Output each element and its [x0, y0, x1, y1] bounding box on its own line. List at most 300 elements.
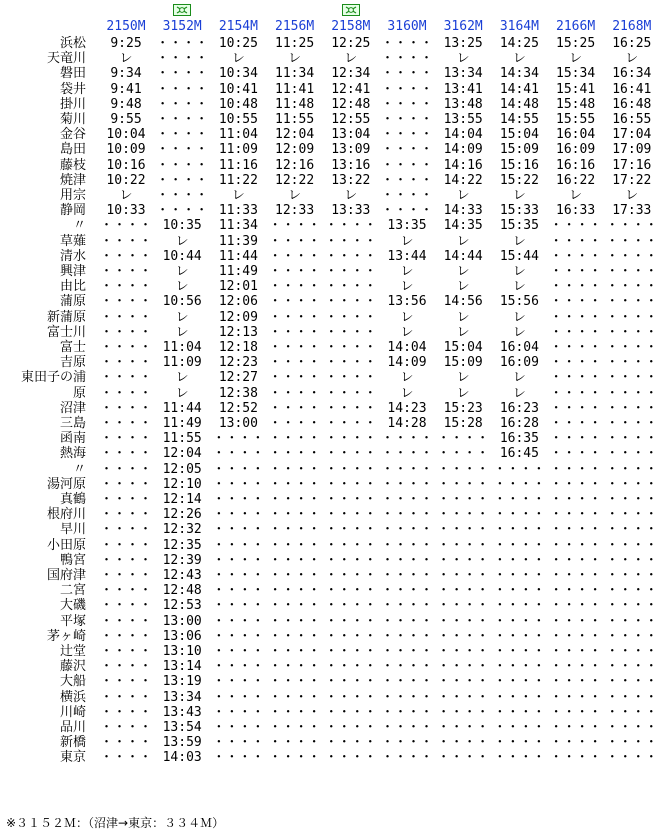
time-cell: 9:25 — [110, 36, 142, 51]
time-cell: ・・・・ — [99, 628, 152, 644]
time-cell: 11:25 — [275, 36, 315, 51]
time-cell: レ — [569, 51, 583, 67]
time-cell: ・・・・ — [99, 583, 152, 599]
time-cell: ・・・・ — [549, 264, 602, 279]
station-name: 吉原 — [59, 355, 86, 371]
footnote: ※３１５２Ｍ：（沼津→東京：３３４Ｍ） — [6, 816, 225, 830]
time-cell: ・・・・ — [99, 720, 152, 735]
time-cell: ・・・・ — [605, 355, 658, 371]
time-cell: ・・・・ — [212, 431, 265, 447]
station-name: 藤枝 — [59, 157, 86, 173]
time-cell: ・・・・ — [324, 294, 377, 310]
timetable-row — [0, 477, 660, 492]
time-cell: レ — [288, 51, 302, 67]
time-cell: ・・・・ — [493, 537, 546, 553]
timetable-row — [0, 674, 660, 689]
time-cell: 13:59 — [162, 735, 202, 751]
time-cell: レ — [512, 279, 526, 295]
time-cell: ・・・・ — [99, 750, 152, 766]
station-name: 大船 — [59, 674, 86, 690]
time-cell: ・・・・ — [212, 522, 265, 538]
time-cell: レ — [119, 51, 133, 67]
time-cell: 12:35 — [162, 537, 202, 553]
time-cell: 16:09 — [556, 142, 596, 158]
time-cell: ・・・・ — [549, 750, 602, 766]
time-cell: 10:16 — [106, 157, 146, 173]
time-cell: 17:33 — [612, 203, 652, 219]
time-cell: ・・・・ — [212, 507, 265, 523]
time-cell: ・・・・ — [268, 355, 321, 371]
time-cell: ・・・・ — [99, 294, 152, 310]
time-cell: 16:16 — [556, 157, 596, 173]
time-cell: ・・・・ — [212, 704, 265, 720]
time-cell: ・・・・ — [549, 324, 602, 340]
station-name: 東田子の浦 — [20, 370, 86, 386]
time-cell: ・・・・ — [324, 233, 377, 249]
timetable-row — [0, 218, 660, 233]
green-car-icon — [342, 4, 360, 16]
time-cell: ・・・・ — [324, 385, 377, 401]
station-name: 興津 — [59, 264, 86, 279]
time-cell: 12:18 — [218, 340, 258, 355]
time-cell: ・・・・ — [380, 704, 433, 720]
time-cell: ・・・・ — [156, 81, 209, 97]
time-cell: ・・・・ — [605, 309, 658, 325]
time-cell: ・・・・ — [324, 370, 377, 386]
station-name: 島田 — [59, 142, 86, 158]
time-cell: ・・・・ — [212, 568, 265, 583]
time-cell: レ — [569, 188, 583, 203]
time-cell: ・・・・ — [212, 674, 265, 690]
time-cell: ・・・・ — [268, 628, 321, 644]
time-cell: ・・・・ — [156, 51, 209, 67]
time-cell: ・・・・ — [268, 492, 321, 507]
time-cell: ・・・・ — [549, 704, 602, 720]
time-cell: レ — [344, 51, 358, 67]
time-cell: ・・・・ — [212, 659, 265, 675]
timetable-row — [0, 36, 660, 51]
time-cell: ・・・・ — [493, 704, 546, 720]
time-cell: ・・・・ — [268, 750, 321, 766]
time-cell: 14:22 — [443, 172, 483, 188]
time-cell: ・・・・ — [549, 720, 602, 735]
time-cell: レ — [512, 309, 526, 325]
time-cell: ・・・・ — [268, 613, 321, 629]
time-cell: ・・・・ — [324, 340, 377, 355]
time-cell: ・・・・ — [605, 248, 658, 264]
time-cell: ・・・・ — [493, 689, 546, 705]
time-cell: ・・・・ — [324, 461, 377, 477]
time-cell: ・・・・ — [212, 628, 265, 644]
time-cell: ・・・・ — [493, 674, 546, 690]
time-cell: レ — [456, 233, 470, 249]
timetable-row — [0, 522, 660, 537]
time-cell: ・・・・ — [99, 218, 152, 234]
time-cell: レ — [512, 264, 526, 279]
time-cell: ・・・・ — [324, 279, 377, 295]
time-cell: ・・・・ — [437, 598, 490, 614]
time-cell: ・・・・ — [493, 750, 546, 766]
time-cell: ・・・・ — [324, 309, 377, 325]
timetable-row — [0, 553, 660, 568]
time-cell: ・・・・ — [324, 264, 377, 279]
station-name: 草薙 — [59, 233, 86, 249]
time-cell: 12:39 — [162, 552, 202, 568]
time-cell: 15:04 — [443, 340, 483, 355]
time-cell: ・・・・ — [324, 613, 377, 629]
time-cell: ・・・・ — [605, 370, 658, 386]
time-cell: ・・・・ — [156, 96, 209, 112]
time-cell: 16:34 — [612, 66, 652, 82]
station-name: 金谷 — [59, 127, 86, 143]
time-cell: ・・・・ — [380, 142, 433, 158]
time-cell: 14:35 — [443, 218, 483, 234]
time-cell: ・・・・ — [212, 446, 265, 462]
time-cell: ・・・・ — [268, 340, 321, 355]
time-cell: ・・・・ — [268, 370, 321, 386]
station-name: 小田原 — [46, 537, 86, 553]
timetable-row — [0, 431, 660, 446]
station-name: 藤沢 — [59, 659, 86, 675]
time-cell: 11:55 — [275, 112, 315, 127]
timetable-row — [0, 750, 660, 765]
time-cell: ・・・・ — [268, 476, 321, 492]
time-cell: 11:39 — [218, 233, 258, 249]
time-cell: 12:25 — [331, 36, 371, 51]
time-cell: 14:55 — [499, 112, 539, 127]
time-cell: ・・・・ — [324, 218, 377, 234]
time-cell: 14:09 — [387, 355, 427, 371]
time-cell: ・・・・ — [380, 96, 433, 112]
time-cell: ・・・・ — [212, 537, 265, 553]
station-name: 茅ヶ崎 — [46, 628, 86, 644]
station-name: 〃 — [72, 461, 86, 477]
time-cell: ・・・・ — [324, 355, 377, 371]
time-cell: 10:09 — [106, 142, 146, 158]
time-cell: 15:16 — [499, 157, 539, 173]
time-cell: ・・・・ — [156, 142, 209, 158]
time-cell: ・・・・ — [437, 674, 490, 690]
time-cell: ・・・・ — [380, 750, 433, 766]
time-cell: 10:25 — [218, 36, 258, 51]
time-cell: 11:09 — [162, 355, 202, 371]
timetable-row — [0, 340, 660, 355]
station-name: 富士川 — [46, 324, 86, 340]
time-cell: 14:44 — [443, 248, 483, 264]
time-cell: ・・・・ — [268, 522, 321, 538]
time-cell: ・・・・ — [605, 264, 658, 279]
time-cell: ・・・・ — [324, 552, 377, 568]
time-cell: ・・・・ — [324, 248, 377, 264]
time-cell: 13:48 — [443, 96, 483, 112]
time-cell: 13:09 — [331, 142, 371, 158]
time-cell: ・・・・ — [324, 400, 377, 416]
time-cell: ・・・・ — [493, 522, 546, 538]
time-cell: ・・・・ — [380, 203, 433, 219]
time-cell: ・・・・ — [99, 385, 152, 401]
station-name: 天竜川 — [46, 51, 86, 67]
time-cell: 15:23 — [443, 400, 483, 416]
time-cell: ・・・・ — [549, 416, 602, 431]
time-cell: 15:09 — [499, 142, 539, 158]
time-cell: ・・・・ — [605, 674, 658, 690]
time-cell: ・・・・ — [99, 735, 152, 751]
time-cell: ・・・・ — [493, 583, 546, 599]
time-cell: ・・・・ — [380, 659, 433, 675]
timetable-row — [0, 51, 660, 66]
time-cell: ・・・・ — [156, 127, 209, 143]
time-cell: 12:38 — [218, 385, 258, 401]
timetable-row — [0, 355, 660, 370]
time-cell: 13:55 — [443, 112, 483, 127]
time-cell: ・・・・ — [268, 644, 321, 659]
time-cell: 11:22 — [218, 172, 258, 188]
time-cell: ・・・・ — [380, 476, 433, 492]
time-cell: ・・・・ — [268, 674, 321, 690]
station-name: 品川 — [59, 720, 86, 735]
time-cell: レ — [119, 188, 133, 203]
time-cell: 15:44 — [499, 248, 539, 264]
time-cell: ・・・・ — [268, 552, 321, 568]
time-cell: 10:48 — [218, 96, 258, 112]
time-cell: ・・・・ — [605, 416, 658, 431]
time-cell: 11:49 — [218, 264, 258, 279]
time-cell: ・・・・ — [605, 583, 658, 599]
time-cell: 12:26 — [162, 507, 202, 523]
time-cell: 15:04 — [499, 127, 539, 143]
time-cell: ・・・・ — [212, 583, 265, 599]
time-cell: ・・・・ — [324, 416, 377, 431]
time-cell: 10:33 — [106, 203, 146, 219]
time-cell: ・・・・ — [437, 446, 490, 462]
time-cell: 14:48 — [499, 96, 539, 112]
time-cell: ・・・・ — [380, 431, 433, 447]
time-cell: 12:41 — [331, 81, 371, 97]
time-cell: ・・・・ — [212, 598, 265, 614]
station-name: 磐田 — [59, 66, 86, 82]
time-cell: レ — [512, 188, 526, 203]
time-cell: ・・・・ — [380, 689, 433, 705]
time-cell: ・・・・ — [493, 507, 546, 523]
timetable-row — [0, 583, 660, 598]
time-cell: ・・・・ — [549, 340, 602, 355]
time-cell: 16:41 — [612, 81, 652, 97]
timetable-row — [0, 264, 660, 279]
time-cell: ・・・・ — [268, 583, 321, 599]
time-cell: 13:34 — [443, 66, 483, 82]
time-cell: 12:32 — [162, 522, 202, 538]
time-cell: ・・・・ — [380, 112, 433, 127]
time-cell: 10:56 — [162, 294, 202, 310]
station-name: 熱海 — [59, 446, 86, 462]
time-cell: 14:33 — [443, 203, 483, 219]
time-cell: ・・・・ — [549, 431, 602, 447]
time-cell: ・・・・ — [324, 628, 377, 644]
time-cell: レ — [625, 188, 639, 203]
time-cell: ・・・・ — [99, 689, 152, 705]
time-cell: ・・・・ — [605, 507, 658, 523]
time-cell: 12:53 — [162, 598, 202, 614]
time-cell: ・・・・ — [99, 324, 152, 340]
time-cell: ・・・・ — [493, 552, 546, 568]
train-number-header: 3162M — [443, 19, 483, 34]
time-cell: ・・・・ — [380, 613, 433, 629]
train-number-header: 3160M — [387, 19, 427, 34]
time-cell: ・・・・ — [268, 279, 321, 295]
time-cell: レ — [512, 385, 526, 401]
time-cell: ・・・・ — [324, 324, 377, 340]
time-cell: 13:00 — [218, 416, 258, 431]
time-cell: ・・・・ — [380, 127, 433, 143]
time-cell: レ — [456, 370, 470, 386]
time-cell: 17:22 — [612, 172, 652, 188]
time-cell: 12:22 — [275, 172, 315, 188]
station-name: 沼津 — [59, 400, 86, 416]
time-cell: 9:48 — [110, 96, 142, 112]
time-cell: レ — [175, 385, 189, 401]
time-cell: ・・・・ — [99, 233, 152, 249]
time-cell: 16:04 — [556, 127, 596, 143]
time-cell: 16:22 — [556, 172, 596, 188]
time-cell: ・・・・ — [380, 492, 433, 507]
time-cell: ・・・・ — [99, 416, 152, 431]
time-cell: ・・・・ — [268, 659, 321, 675]
time-cell: レ — [512, 233, 526, 249]
time-cell: ・・・・ — [493, 613, 546, 629]
time-cell: ・・・・ — [156, 112, 209, 127]
time-cell: 13:00 — [162, 613, 202, 629]
time-cell: ・・・・ — [268, 598, 321, 614]
time-cell: 12:52 — [218, 400, 258, 416]
timetable-row — [0, 386, 660, 401]
time-cell: ・・・・ — [99, 248, 152, 264]
time-cell: レ — [512, 51, 526, 67]
time-cell: ・・・・ — [156, 172, 209, 188]
time-cell: ・・・・ — [549, 355, 602, 371]
time-cell: ・・・・ — [549, 279, 602, 295]
time-cell: ・・・・ — [212, 476, 265, 492]
time-cell: ・・・・ — [437, 492, 490, 507]
time-cell: 12:33 — [275, 203, 315, 219]
time-cell: ・・・・ — [605, 400, 658, 416]
timetable-row — [0, 203, 660, 218]
time-cell: ・・・・ — [380, 157, 433, 173]
timetable-row — [0, 97, 660, 112]
time-cell: ・・・・ — [549, 689, 602, 705]
train-number-header: 2154M — [218, 19, 258, 34]
station-name: 菊川 — [59, 112, 86, 127]
timetable-row — [0, 538, 660, 553]
time-cell: レ — [175, 370, 189, 386]
time-cell: レ — [175, 324, 189, 340]
time-cell: 9:55 — [110, 112, 142, 127]
time-cell: ・・・・ — [605, 750, 658, 766]
timetable-row — [0, 492, 660, 507]
time-cell: ・・・・ — [212, 552, 265, 568]
time-cell: ・・・・ — [212, 613, 265, 629]
time-cell: 13:25 — [443, 36, 483, 51]
time-cell: 13:04 — [331, 127, 371, 143]
time-cell: ・・・・ — [437, 704, 490, 720]
station-name: 〃 — [72, 218, 86, 234]
time-cell: 14:28 — [387, 416, 427, 431]
time-cell: ・・・・ — [605, 385, 658, 401]
time-cell: 13:10 — [162, 644, 202, 659]
time-cell: ・・・・ — [99, 461, 152, 477]
time-cell: ・・・・ — [268, 720, 321, 735]
time-cell: ・・・・ — [493, 461, 546, 477]
time-cell: ・・・・ — [549, 522, 602, 538]
time-cell: ・・・・ — [324, 446, 377, 462]
time-cell: ・・・・ — [380, 537, 433, 553]
time-cell: ・・・・ — [99, 674, 152, 690]
time-cell: ・・・・ — [212, 750, 265, 766]
time-cell: ・・・・ — [437, 476, 490, 492]
time-cell: ・・・・ — [324, 522, 377, 538]
time-cell: ・・・・ — [437, 644, 490, 659]
timetable-row — [0, 507, 660, 522]
time-cell: 11:44 — [218, 248, 258, 264]
station-name: 湯河原 — [46, 476, 86, 492]
time-cell: ・・・・ — [99, 598, 152, 614]
time-cell: ・・・・ — [605, 324, 658, 340]
time-cell: ・・・・ — [268, 218, 321, 234]
time-cell: レ — [231, 51, 245, 67]
time-cell: ・・・・ — [324, 735, 377, 751]
time-cell: レ — [456, 188, 470, 203]
timetable-row — [0, 401, 660, 416]
time-cell: レ — [512, 324, 526, 340]
time-cell: ・・・・ — [268, 446, 321, 462]
time-cell: ・・・・ — [99, 370, 152, 386]
time-cell: ・・・・ — [156, 36, 209, 51]
timetable-row — [0, 310, 660, 325]
time-cell: ・・・・ — [549, 248, 602, 264]
time-cell: ・・・・ — [549, 583, 602, 599]
time-cell: 15:41 — [556, 81, 596, 97]
time-cell: 13:56 — [387, 294, 427, 310]
time-cell: ・・・・ — [268, 309, 321, 325]
time-cell: ・・・・ — [268, 431, 321, 447]
time-cell: ・・・・ — [212, 720, 265, 735]
time-cell: 15:09 — [443, 355, 483, 371]
time-cell: ・・・・ — [437, 431, 490, 447]
time-cell: ・・・・ — [493, 720, 546, 735]
time-cell: 12:48 — [331, 96, 371, 112]
time-cell: ・・・・ — [99, 659, 152, 675]
time-cell: ・・・・ — [99, 644, 152, 659]
time-cell: 10:55 — [218, 112, 258, 127]
time-cell: 10:22 — [106, 172, 146, 188]
time-cell: レ — [400, 233, 414, 249]
time-cell: ・・・・ — [99, 476, 152, 492]
time-cell: 13:54 — [162, 720, 202, 735]
time-cell: ・・・・ — [549, 568, 602, 583]
train-number-header: 2150M — [106, 19, 146, 34]
time-cell: ・・・・ — [605, 522, 658, 538]
time-cell: ・・・・ — [99, 431, 152, 447]
timetable-row — [0, 446, 660, 461]
time-cell: レ — [175, 264, 189, 279]
time-cell: 16:23 — [499, 400, 539, 416]
time-cell: ・・・・ — [99, 355, 152, 371]
time-cell: 15:55 — [556, 112, 596, 127]
time-cell: ・・・・ — [212, 735, 265, 751]
time-cell: ・・・・ — [268, 248, 321, 264]
time-cell: 16:55 — [612, 112, 652, 127]
time-cell: ・・・・ — [324, 431, 377, 447]
time-cell: 15:56 — [499, 294, 539, 310]
